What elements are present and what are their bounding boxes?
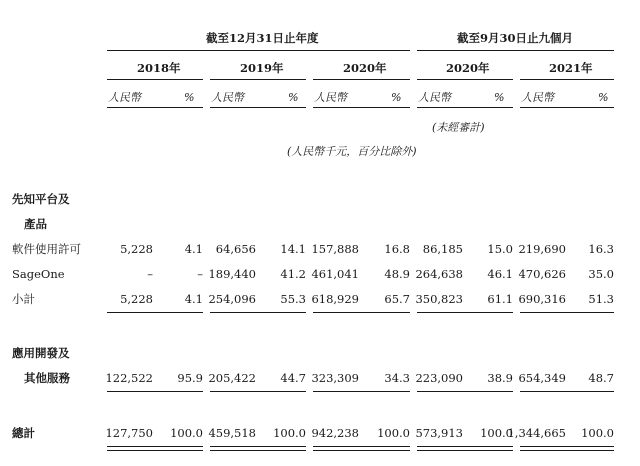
cell-2021-rmb: 1,344,665 <box>507 426 566 440</box>
cell-2020-pct: 48.9 <box>384 267 410 281</box>
unit-rule-5 <box>520 107 614 108</box>
cell-2020-rmb: 618,929 <box>311 292 359 306</box>
section-platform-label-line2: 產品 <box>24 217 47 231</box>
cell-2021-rmb: 654,349 <box>518 371 566 385</box>
cell-2020-rmb: 461,041 <box>311 267 359 281</box>
header-group-annual-rule <box>107 50 410 51</box>
cell-2020-pct: 100.0 <box>377 426 410 440</box>
services-rule-1 <box>107 391 203 392</box>
cell-2020-9m-pct: 46.1 <box>487 267 513 281</box>
cell-2020-rmb: 157,888 <box>311 242 359 256</box>
unit-rmb-3: 人民幣 <box>314 91 347 104</box>
services-rule-5 <box>520 391 614 392</box>
cell-2019-rmb: 254,096 <box>208 292 256 306</box>
cell-2018-rmb: 127,750 <box>105 426 153 440</box>
cell-2020-pct: 65.7 <box>384 292 410 306</box>
services-rule-4 <box>417 391 513 392</box>
cell-2021-pct: 35.0 <box>588 267 614 281</box>
cell-2020-9m-rmb: 573,913 <box>415 426 463 440</box>
unit-rmb-4: 人民幣 <box>418 91 451 104</box>
row-label: 總計 <box>12 426 35 440</box>
year-2018-rule <box>107 79 203 80</box>
note-currency: (人民幣千元，百分比除外) <box>287 145 417 158</box>
cell-2019-pct: 55.3 <box>280 292 306 306</box>
cell-2021-pct: 48.7 <box>588 371 614 385</box>
cell-2018-pct: 95.9 <box>177 371 203 385</box>
cell-2019-rmb: 459,518 <box>208 426 256 440</box>
subtotal-rule-2 <box>210 312 306 313</box>
cell-2019-rmb: 64,656 <box>215 242 256 256</box>
subtotal-rule-3 <box>313 312 410 313</box>
total-double-rule-4 <box>417 446 513 451</box>
unit-rmb-5: 人民幣 <box>521 91 554 104</box>
cell-2021-pct: 100.0 <box>581 426 614 440</box>
unit-rule-2 <box>210 107 306 108</box>
unit-rule-3 <box>313 107 410 108</box>
year-2019: 2019年 <box>240 61 284 75</box>
cell-2019-rmb: 189,440 <box>208 267 256 281</box>
cell-2021-rmb: 219,690 <box>518 242 566 256</box>
cell-2018-rmb: 122,522 <box>105 371 153 385</box>
unit-pct-2: % <box>288 91 299 104</box>
cell-2019-pct: 44.7 <box>280 371 306 385</box>
header-group-annual: 截至12月31日止年度 <box>206 31 319 45</box>
cell-2019-rmb: 205,422 <box>208 371 256 385</box>
cell-2020-9m-pct: 15.0 <box>487 242 513 256</box>
header-group-nine-months: 截至9月30日止九個月 <box>457 31 574 45</box>
cell-2020-pct: 16.8 <box>384 242 410 256</box>
cell-2021-rmb: 690,316 <box>518 292 566 306</box>
cell-2019-pct: 14.1 <box>280 242 306 256</box>
cell-2021-pct: 16.3 <box>588 242 614 256</box>
total-double-rule-3 <box>313 446 410 451</box>
cell-2020-9m-rmb: 350,823 <box>415 292 463 306</box>
cell-2020-pct: 34.3 <box>384 371 410 385</box>
unit-rmb-1: 人民幣 <box>108 91 141 104</box>
total-double-rule-1 <box>107 446 203 451</box>
cell-2019-pct: 100.0 <box>273 426 306 440</box>
unit-rule-4 <box>417 107 513 108</box>
cell-2018-pct: 4.1 <box>184 292 203 306</box>
unit-pct-5: % <box>598 91 609 104</box>
unit-pct-4: % <box>494 91 505 104</box>
cell-2018-rmb: – <box>147 267 153 281</box>
unit-pct-3: % <box>391 91 402 104</box>
cell-2018-rmb: 5,228 <box>120 292 153 306</box>
row-label: SageOne <box>12 267 65 281</box>
cell-2020-9m-pct: 100.0 <box>480 426 513 440</box>
year-2021: 2021年 <box>549 61 593 75</box>
total-double-rule-2 <box>210 446 306 451</box>
year-2020-annual-rule <box>313 79 410 80</box>
cell-2018-pct: 100.0 <box>170 426 203 440</box>
unit-pct-1: % <box>184 91 195 104</box>
unit-rule-1 <box>107 107 203 108</box>
unit-rmb-2: 人民幣 <box>211 91 244 104</box>
cell-2019-pct: 41.2 <box>280 267 306 281</box>
subtotal-rule-4 <box>417 312 513 313</box>
year-2019-rule <box>210 79 306 80</box>
row-label: 軟件使用許可 <box>12 242 81 256</box>
cell-2018-pct: 4.1 <box>184 242 203 256</box>
year-2020-nine-months: 2020年 <box>446 61 490 75</box>
year-2018: 2018年 <box>137 61 181 75</box>
cell-2021-pct: 51.3 <box>588 292 614 306</box>
year-2020-annual: 2020年 <box>343 61 387 75</box>
cell-2020-9m-rmb: 86,185 <box>422 242 463 256</box>
section-services-label-line1: 應用開發及 <box>12 346 70 360</box>
year-2021-rule <box>520 79 614 80</box>
cell-2020-rmb: 942,238 <box>311 426 359 440</box>
cell-2020-9m-rmb: 264,638 <box>415 267 463 281</box>
header-group-nine-months-rule <box>417 50 614 51</box>
cell-2020-9m-rmb: 223,090 <box>415 371 463 385</box>
services-rule-2 <box>210 391 306 392</box>
year-2020-nine-months-rule <box>417 79 513 80</box>
cell-2018-rmb: 5,228 <box>120 242 153 256</box>
note-unaudited: (未經審計) <box>432 121 485 134</box>
cell-2020-9m-pct: 38.9 <box>487 371 513 385</box>
row-label: 其他服務 <box>24 371 70 385</box>
cell-2018-pct: – <box>197 267 203 281</box>
section-platform-label-line1: 先知平台及 <box>12 192 70 206</box>
total-double-rule-5 <box>520 446 614 451</box>
subtotal-rule-5 <box>520 312 614 313</box>
services-rule-3 <box>313 391 410 392</box>
row-label: 小計 <box>12 292 35 306</box>
cell-2020-rmb: 323,309 <box>311 371 359 385</box>
cell-2021-rmb: 470,626 <box>518 267 566 281</box>
cell-2020-9m-pct: 61.1 <box>487 292 513 306</box>
subtotal-rule-1 <box>107 312 203 313</box>
